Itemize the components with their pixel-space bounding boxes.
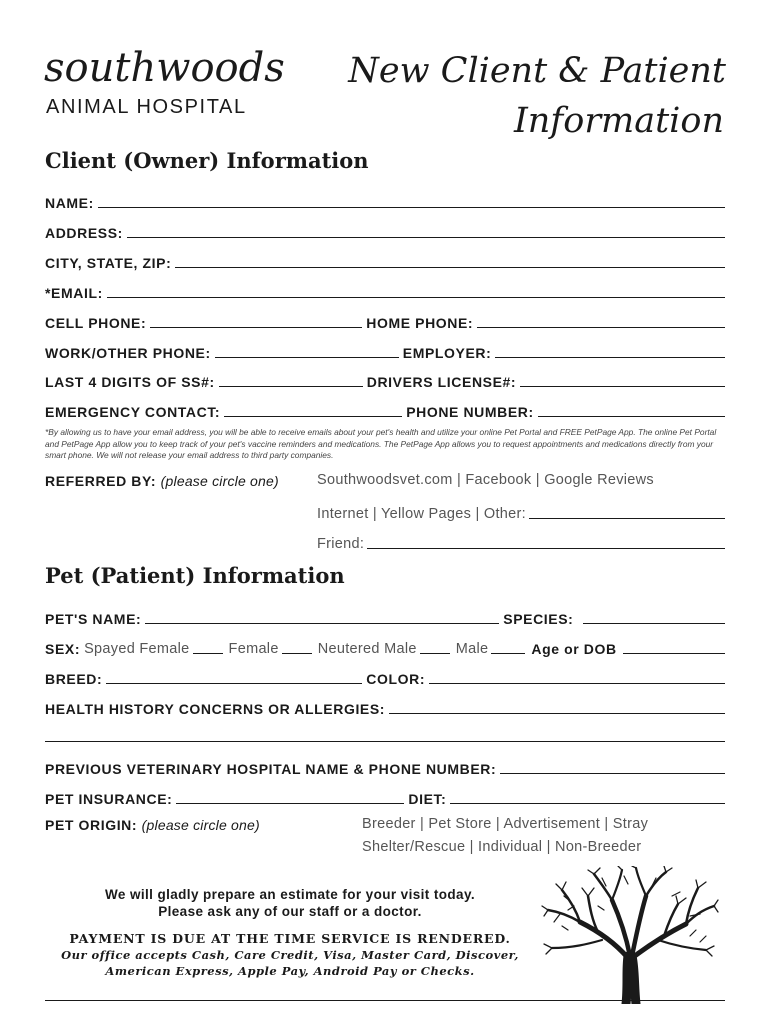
address-field[interactable] — [127, 236, 725, 238]
pet-insurance-field[interactable] — [176, 802, 404, 804]
referred-by-hint: (please circle one) — [160, 473, 279, 489]
tree-icon — [540, 866, 720, 1004]
footer-divider — [45, 1000, 725, 1001]
referred-by-row — [45, 473, 279, 489]
breed-field[interactable] — [106, 682, 362, 684]
email-disclaimer: *By allowing us to have your email address, you will be able to receive emails about your pet's health and utilize your online Pet Portal and FREE PetPage App. The online Pet Portal and PetPage App allow you to keep track of your pet's vaccine reminders and medications. The PetPage App allows you to request appointments and medications directly from your smart phone. We will not release your email address to third party companies. — [45, 427, 717, 460]
previous-vet-label: PREVIOUS VETERINARY HOSPITAL NAME & PHONE NUMBER: — [45, 761, 497, 777]
form-title-line2: Information — [513, 101, 724, 141]
age-dob-label: Age or DOB — [531, 641, 617, 657]
breed-row — [45, 665, 725, 687]
species-field[interactable] — [583, 622, 725, 624]
estimate-line2: Please ask any of our staff or a doctor. — [158, 904, 422, 919]
address-row — [45, 219, 725, 241]
insurance-row — [45, 785, 725, 807]
city-label: CITY, STATE, ZIP: — [45, 255, 172, 271]
sex-spayed-female-blank[interactable] — [193, 652, 223, 654]
pet-name-row — [45, 605, 725, 627]
age-dob-field[interactable] — [623, 652, 725, 654]
pet-origin-hint: (please circle one) — [141, 817, 260, 833]
sex-option-female[interactable]: Female — [228, 641, 279, 657]
phone-row — [45, 309, 725, 331]
address-label: ADDRESS: — [45, 225, 123, 241]
phone-number-field[interactable] — [538, 415, 725, 417]
color-label: COLOR: — [366, 671, 426, 687]
pet-origin-options-line1[interactable]: Breeder | Pet Store | Advertisement | Stray — [362, 816, 649, 832]
health-row-2 — [45, 723, 725, 745]
health-row — [45, 695, 725, 717]
estimate-line1: We will gladly prepare an estimate for your visit today. — [105, 887, 475, 902]
pet-origin-label: PET ORIGIN: — [45, 817, 138, 833]
referral-options-line2-row — [317, 500, 725, 522]
pet-origin-options-line2[interactable]: Shelter/Rescue | Individual | Non-Breeder — [362, 839, 642, 855]
cell-phone-field[interactable] — [150, 326, 362, 328]
license-label: DRIVERS LICENSE#: — [366, 374, 517, 390]
form-title-line1: New Client & Patient — [348, 51, 726, 91]
sex-option-male[interactable]: Male — [455, 641, 489, 657]
breed-label: BREED: — [45, 671, 103, 687]
payment-notice: PAYMENT IS DUE AT THE TIME SERVICE IS RENDERED. — [69, 931, 511, 946]
referral-friend-row — [317, 530, 725, 552]
health-history-field-2[interactable] — [45, 740, 725, 742]
referral-friend-label[interactable]: Friend: — [317, 536, 365, 552]
logo-wordmark: southwoods — [44, 45, 285, 91]
phone-number-label: PHONE NUMBER: — [406, 404, 534, 420]
pet-name-label: PET'S NAME: — [45, 611, 142, 627]
pet-section-heading: Pet (Patient) Information — [45, 563, 345, 588]
employer-label: EMPLOYER: — [402, 345, 492, 361]
client-section-heading: Client (Owner) Information — [45, 148, 369, 173]
ssn-row — [45, 368, 725, 390]
emergency-row — [45, 398, 725, 420]
name-field[interactable] — [98, 206, 725, 208]
ssn-label: LAST 4 DIGITS OF SS#: — [45, 374, 215, 390]
city-field[interactable] — [175, 266, 725, 268]
sex-row — [45, 635, 725, 657]
referral-options-line1[interactable]: Southwoodsvet.com | Facebook | Google Reviews — [317, 472, 654, 488]
accepted-payments-line2: American Express, Apple Pay, Android Pay or Checks. — [105, 964, 475, 978]
accepted-payments-line1: Our office accepts Cash, Care Credit, Visa, Master Card, Discover, — [61, 948, 519, 962]
home-phone-field[interactable] — [477, 326, 725, 328]
health-history-label: HEALTH HISTORY CONCERNS OR ALLERGIES: — [45, 701, 386, 717]
email-label: *EMAIL: — [45, 285, 103, 301]
referral-friend-field[interactable] — [367, 547, 725, 549]
referral-other-field[interactable] — [529, 517, 725, 519]
referred-by-label: REFERRED BY: — [45, 473, 157, 489]
diet-field[interactable] — [450, 802, 725, 804]
work-phone-label: WORK/OTHER PHONE: — [45, 345, 211, 361]
cell-phone-label: CELL PHONE: — [45, 315, 147, 331]
name-label: NAME: — [45, 195, 94, 211]
email-field[interactable] — [107, 296, 725, 298]
email-row — [45, 279, 725, 301]
previous-vet-row — [45, 755, 725, 777]
color-field[interactable] — [429, 682, 725, 684]
sex-label: SEX: — [45, 641, 81, 657]
pet-origin-row — [45, 817, 260, 833]
sex-male-blank[interactable] — [491, 652, 525, 654]
work-phone-field[interactable] — [215, 356, 399, 358]
diet-label: DIET: — [408, 791, 447, 807]
license-field[interactable] — [520, 385, 725, 387]
sex-option-spayed-female[interactable]: Spayed Female — [84, 641, 190, 657]
emergency-contact-label: EMERGENCY CONTACT: — [45, 404, 221, 420]
emergency-contact-field[interactable] — [224, 415, 402, 417]
ssn-field[interactable] — [219, 385, 363, 387]
employer-field[interactable] — [495, 356, 725, 358]
logo-subtitle: ANIMAL HOSPITAL — [46, 96, 247, 118]
sex-neutered-male-blank[interactable] — [420, 652, 450, 654]
species-label: SPECIES: — [503, 611, 574, 627]
sex-option-neutered-male[interactable]: Neutered Male — [317, 641, 417, 657]
health-history-field[interactable] — [389, 712, 725, 714]
home-phone-label: HOME PHONE: — [366, 315, 474, 331]
previous-vet-field[interactable] — [500, 772, 725, 774]
sex-female-blank[interactable] — [282, 652, 312, 654]
pet-name-field[interactable] — [145, 622, 499, 624]
name-row — [45, 189, 725, 211]
work-row — [45, 339, 725, 361]
pet-insurance-label: PET INSURANCE: — [45, 791, 173, 807]
referral-options-line2[interactable]: Internet | Yellow Pages | Other: — [317, 506, 526, 522]
city-row — [45, 249, 725, 271]
